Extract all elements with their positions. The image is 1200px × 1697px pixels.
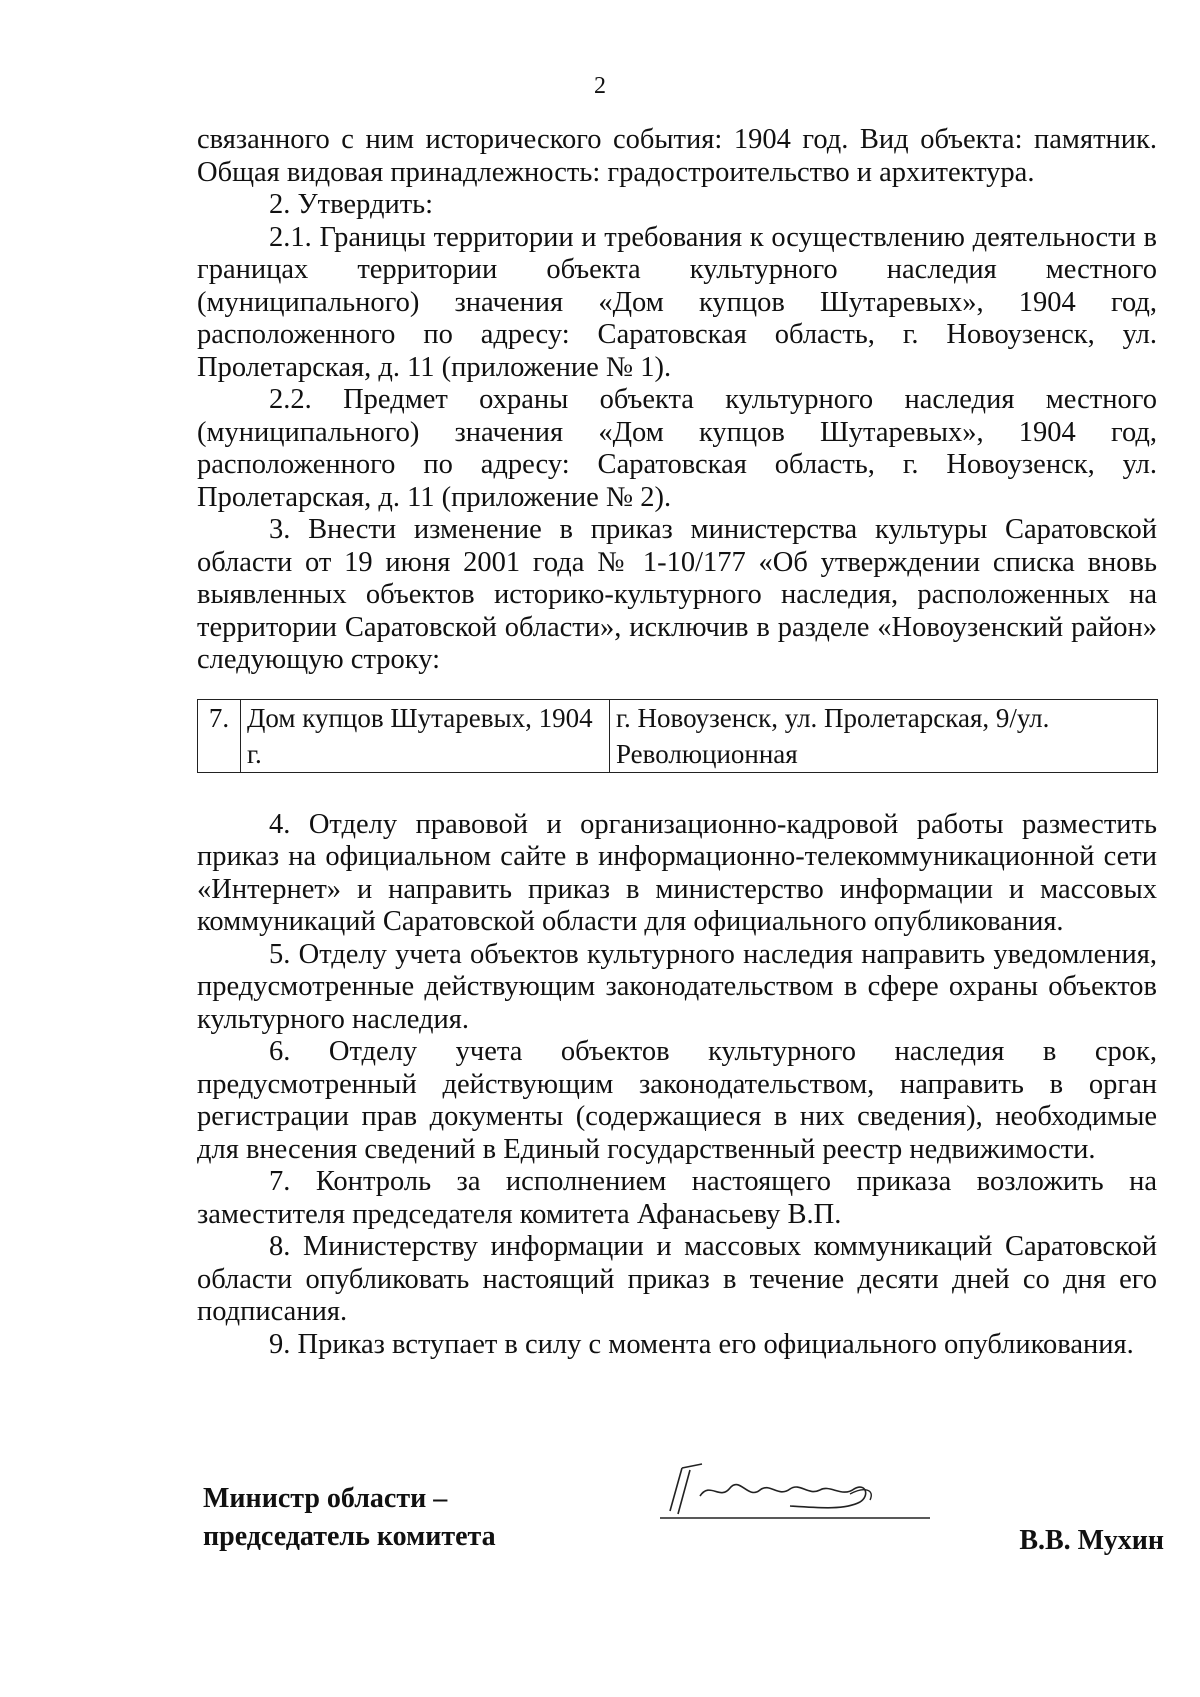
paragraph: 2.2. Предмет охраны объекта культурного наследия местного (муниципального) значения «Дом купцов Шутаревых», 1904 год, расположенного по адресу: Саратовская область, г. Новоузенск, ул. Пролетарская, д. 11 (приложение № 2). xyxy=(197,384,1157,513)
page-number: 2 xyxy=(594,73,606,99)
document-body xyxy=(197,124,1157,1361)
paragraph: 6. Отделу учета объектов культурного наследия в срок, предусмотренный действующим законодательством, направить в орган регистрации прав документы (содержащиеся в них сведения), необходимые для внесения сведений в Единый государственный реестр недвижимости. xyxy=(197,1036,1157,1165)
excluded-objects-table xyxy=(197,699,1158,773)
signatory-title xyxy=(203,1480,496,1556)
paragraph: 2.1. Границы территории и требования к осуществлению деятельности в границах территории объекта культурного наследия местного (муниципального) значения «Дом купцов Шутаревых», 1904 год, расположенного по адресу: Саратовская область, г. Новоузенск, ул. Пролетарская, д. 11 (приложение № 1). xyxy=(197,221,1157,383)
paragraph: 5. Отделу учета объектов культурного наследия направить уведомления, предусмотренные действующим законодательством в сфере охраны объектов культурного наследия. xyxy=(197,938,1157,1035)
row-number-cell: 7. xyxy=(198,699,241,772)
table-row xyxy=(198,699,1158,772)
object-address-cell: г. Новоузенск, ул. Пролетарская, 9/ул. Революционная xyxy=(610,699,1158,772)
signature-block xyxy=(0,1480,1200,1600)
object-name-cell: Дом купцов Шутаревых, 1904 г. xyxy=(241,699,610,772)
paragraph: 3. Внести изменение в приказ министерства культуры Саратовской области от 19 июня 2001 года № 1-10/177 «Об утверждении списка вновь выявленных объектов историко-культурного наследия, расположенных на территории Саратовской области», исключив в разделе «Новоузенский район» следующую строку: xyxy=(197,514,1157,675)
signatory-title-line: Министр области – xyxy=(203,1483,448,1514)
paragraph: 8. Министерству информации и массовых коммуникаций Саратовской области опубликовать настоящий приказ в течение десяти дней со дня его подписания. xyxy=(197,1231,1157,1327)
paragraph: 4. Отделу правовой и организационно-кадровой работы разместить приказ на официальном сайте в информационно-телекоммуникационной сети «Интернет» и направить приказ в министерство информации и массовых коммуникаций Саратовской области для официального опубликования. xyxy=(197,808,1157,937)
signatory-name: В.В. Мухин xyxy=(1019,1525,1164,1556)
paragraph: 7. Контроль за исполнением настоящего приказа возложить на заместителя председателя комитета Афанасьеву В.П. xyxy=(197,1166,1157,1230)
signatory-title-line: председатель комитета xyxy=(203,1521,496,1552)
paragraph: связанного с ним исторического события: 1904 год. Вид объекта: памятник. Общая видовая принадлежность: градостроительство и архитектура. xyxy=(197,124,1157,188)
handwritten-signature xyxy=(630,1456,990,1526)
paragraph: 2. Утвердить: xyxy=(269,189,434,220)
paragraph: 9. Приказ вступает в силу с момента его официального опубликования. xyxy=(269,1328,1134,1360)
